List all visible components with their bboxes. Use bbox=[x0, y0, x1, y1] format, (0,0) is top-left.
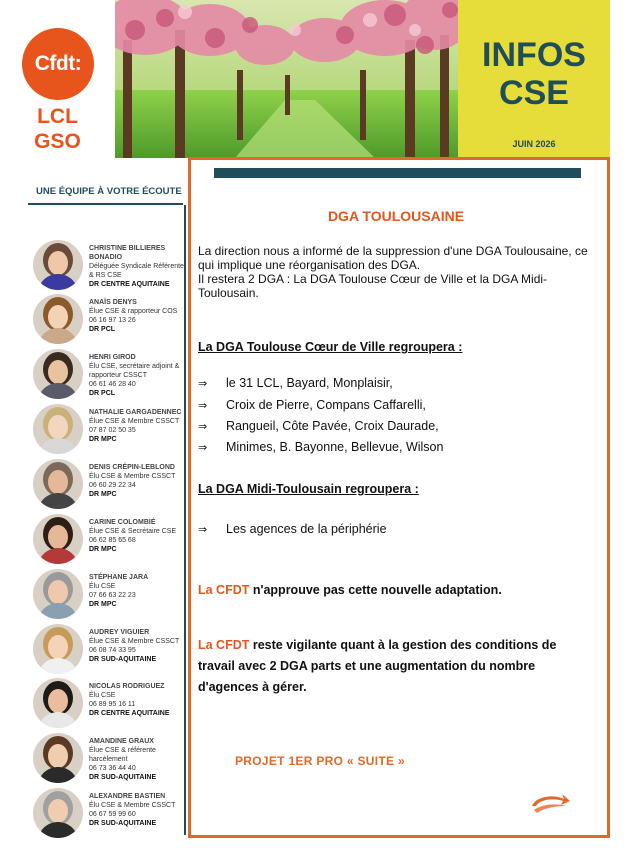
article-top-bar bbox=[214, 168, 581, 178]
member-info bbox=[89, 628, 184, 664]
member-info bbox=[89, 298, 184, 334]
member-name: HENRI GIROD bbox=[89, 354, 136, 361]
org-line-1: LCL bbox=[37, 105, 78, 128]
arrow-bullet-icon: ⇒ bbox=[198, 442, 208, 454]
member-name: CARINE COLOMBIÉ bbox=[89, 519, 156, 526]
member-phone: 06 08 74 33 95 bbox=[89, 647, 136, 654]
member-role: Élu CSE, secrétaire adjoint & rapporteur CSSCT bbox=[89, 363, 180, 379]
blossom-trees-image bbox=[115, 0, 458, 158]
team-member bbox=[33, 457, 183, 509]
member-location: DR MPC bbox=[89, 436, 117, 443]
team-heading-rule bbox=[28, 203, 183, 205]
member-info bbox=[89, 737, 184, 782]
member-info bbox=[89, 353, 184, 398]
team-member bbox=[33, 786, 183, 838]
member-name: AMANDINE GRAUX bbox=[89, 738, 154, 745]
member-phone: 07 87 02 50 35 bbox=[89, 427, 136, 434]
intro-paragraph-2: Il restera 2 DGA : La DGA Toulouse Cœur de Ville et la DGA Midi-Toulousain. bbox=[198, 272, 548, 300]
avatar bbox=[33, 404, 83, 454]
team-member bbox=[33, 676, 183, 728]
member-location: DR MPC bbox=[89, 546, 117, 553]
member-name: ANAÏS DENYS bbox=[89, 299, 137, 306]
member-info bbox=[89, 408, 184, 444]
member-location: DR PCL bbox=[89, 326, 116, 333]
cfdt-logo: Cfdt: bbox=[22, 28, 94, 100]
team-member bbox=[33, 567, 183, 619]
member-role: Élu CSE bbox=[89, 583, 116, 590]
member-role: Élu CSE bbox=[89, 692, 116, 699]
arrow-bullet-icon: ⇒ bbox=[198, 524, 208, 536]
member-role: Élue CSE & Membre CSSCT bbox=[89, 418, 180, 425]
newsletter-title-line-1: INFOS bbox=[482, 36, 586, 74]
member-role: Élue CSE & Membre CSSCT bbox=[89, 638, 180, 645]
cfdt-statement-1: La CFDT n'approuve pas cette nouvelle adaptation. bbox=[198, 583, 502, 597]
team-member bbox=[33, 238, 183, 290]
member-phone: 06 61 46 28 40 bbox=[89, 381, 136, 388]
member-info bbox=[89, 792, 184, 828]
article-intro bbox=[198, 244, 593, 300]
member-role: Élue CSE & référente harcèlement bbox=[89, 747, 156, 763]
member-location: DR MPC bbox=[89, 491, 117, 498]
member-info bbox=[89, 682, 184, 718]
team-member bbox=[33, 292, 183, 344]
member-name: NICOLAS RODRIGUEZ bbox=[89, 683, 165, 690]
list-item: ⇒ le 31 LCL, Bayard, Monplaisir, bbox=[198, 376, 393, 390]
member-location: DR SUD-AQUITAINE bbox=[89, 820, 157, 827]
member-name: AUDREY VIGUIER bbox=[89, 629, 150, 636]
title-box bbox=[458, 0, 610, 158]
member-location: DR SUD-AQUITAINE bbox=[89, 656, 157, 663]
member-location: DR CENTRE AQUITAINE bbox=[89, 710, 170, 717]
logo-area bbox=[0, 0, 115, 158]
arrow-bullet-icon: ⇒ bbox=[198, 378, 208, 390]
article-box bbox=[188, 157, 610, 838]
member-location: DR PCL bbox=[89, 390, 116, 397]
avatar bbox=[33, 514, 83, 564]
member-phone: 06 67 59 99 60 bbox=[89, 811, 136, 818]
member-name: NATHALIE GARGADENNEC bbox=[89, 409, 182, 416]
team-member bbox=[33, 622, 183, 674]
team-member bbox=[33, 731, 183, 783]
avatar bbox=[33, 294, 83, 344]
team-member bbox=[33, 347, 183, 399]
member-location: DR CENTRE AQUITAINE bbox=[89, 281, 170, 288]
member-phone: 06 60 29 22 34 bbox=[89, 482, 136, 489]
list-item: ⇒ Les agences de la périphérie bbox=[198, 522, 387, 536]
member-phone: 06 73 36 44 40 bbox=[89, 765, 136, 772]
avatar bbox=[33, 569, 83, 619]
avatar bbox=[33, 624, 83, 674]
team-member bbox=[33, 402, 183, 454]
sidebar-divider bbox=[184, 205, 186, 835]
article-title: DGA TOULOUSAINE bbox=[327, 208, 465, 224]
next-article-link[interactable]: PROJET 1ER PRO « SUITE » bbox=[235, 754, 405, 768]
arrow-bullet-icon: ⇒ bbox=[198, 421, 208, 433]
avatar bbox=[33, 459, 83, 509]
newsletter-title-line-2: CSE bbox=[499, 74, 569, 112]
section-coeur-de-ville-heading: La DGA Toulouse Cœur de Ville regroupera : bbox=[198, 340, 463, 354]
issue-date: JUIN 2026 bbox=[512, 139, 556, 149]
section-midi-toulousain-heading: La DGA Midi-Toulousain regroupera : bbox=[198, 482, 419, 496]
arrow-bullet-icon: ⇒ bbox=[198, 400, 208, 412]
header-photo bbox=[115, 0, 458, 158]
member-location: DR MPC bbox=[89, 601, 117, 608]
team-member bbox=[33, 512, 183, 564]
member-role: Élu CSE & Membre CSSCT bbox=[89, 473, 176, 480]
member-info bbox=[89, 244, 184, 289]
member-info bbox=[89, 573, 184, 609]
member-name: DENIS CRÉPIN-LEBLOND bbox=[89, 464, 175, 471]
member-role: Déléguée Syndicale Référente & RS CSE bbox=[89, 263, 184, 279]
list-item: ⇒ Minimes, B. Bayonne, Bellevue, Wilson bbox=[198, 440, 444, 454]
org-line-2: GSO bbox=[34, 130, 81, 153]
member-phone: 06 16 97 13 26 bbox=[89, 317, 136, 324]
member-role: Élue CSE & Secrétaire CSE bbox=[89, 528, 177, 535]
next-page-arrow-icon[interactable] bbox=[528, 790, 572, 816]
avatar bbox=[33, 678, 83, 728]
intro-paragraph-1: La direction nous a informé de la suppression d'une DGA Toulousaine, ce qui implique une réorganisation des DGA. bbox=[198, 244, 588, 272]
avatar bbox=[33, 240, 83, 290]
avatar bbox=[33, 788, 83, 838]
member-location: DR SUD-AQUITAINE bbox=[89, 774, 157, 781]
member-info bbox=[89, 463, 184, 499]
member-name: STÉPHANE JARA bbox=[89, 574, 149, 581]
member-phone: 07 66 63 22 23 bbox=[89, 592, 136, 599]
member-name: CHRISTINE BILLIERES BONADIO bbox=[89, 245, 166, 261]
member-info bbox=[89, 518, 184, 554]
cfdt-statement-2: La CFDT reste vigilante quant à la gestion des conditions de travail avec 2 DGA parts et une augmentation du nombre d'agences à gérer. bbox=[198, 638, 557, 694]
member-phone: 06 62 85 65 68 bbox=[89, 537, 136, 544]
member-role: Élu CSE & Membre CSSCT bbox=[89, 802, 176, 809]
avatar bbox=[33, 733, 83, 783]
member-name: ALEXANDRE BASTIEN bbox=[89, 793, 166, 800]
list-item: ⇒ Croix de Pierre, Compans Caffarelli, bbox=[198, 398, 426, 412]
member-phone: 06 89 95 16 11 bbox=[89, 701, 136, 708]
member-role: Élue CSE & rapporteur COS bbox=[89, 308, 178, 315]
team-heading: UNE ÉQUIPE À VOTRE ÉCOUTE bbox=[36, 186, 182, 197]
list-item: ⇒ Rangueil, Côte Pavée, Croix Daurade, bbox=[198, 419, 439, 433]
avatar bbox=[33, 349, 83, 399]
